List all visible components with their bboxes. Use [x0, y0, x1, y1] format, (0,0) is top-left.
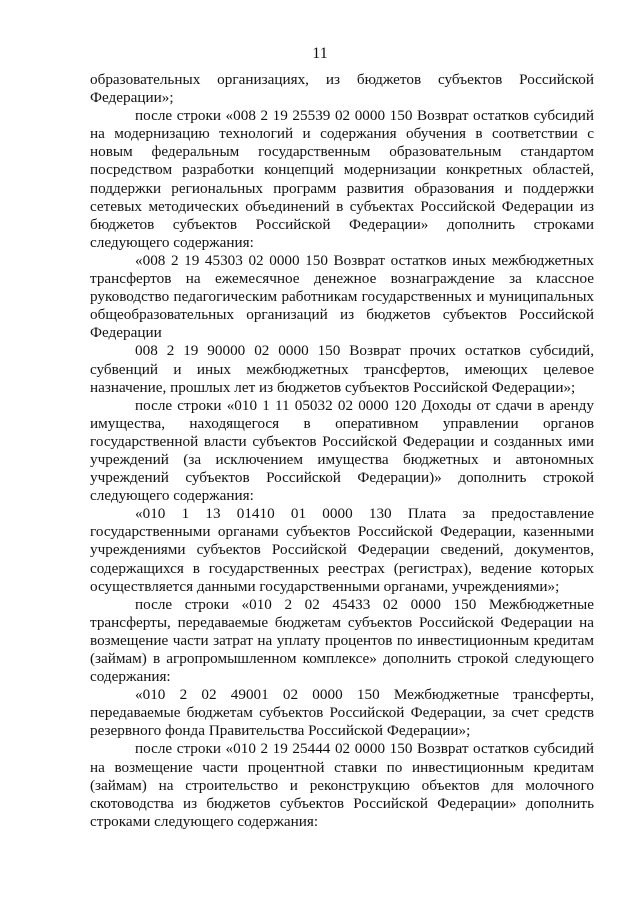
paragraph-continuation: образовательных организациях, из бюджетов субъектов Российской Федерации»; — [90, 71, 594, 107]
paragraph-line-90000: 008 2 19 90000 02 0000 150 Возврат прочих остатков субсидий, субвенций и иных межбюджетных трансфертов, имеющих целевое назначение, прошлых лет из бюджетов субъектов Российской Федерации»; — [90, 342, 594, 396]
document-body — [90, 71, 594, 831]
paragraph-line-45303: «008 2 19 45303 02 0000 150 Возврат остатков иных межбюджетных трансфертов на ежемесячное денежное вознаграждение за классное руководство педагогическим работникам государственных и муниципальных общеобразовательных организаций из бюджетов субъектов Российской Федерации — [90, 251, 594, 342]
paragraph-after-line-25444: после строки «010 2 19 25444 02 0000 150 Возврат остатков субсидий на возмещение части процентной ставки по инвестиционным кредитам (займам) на строительство и реконструкцию объектов для молочного скотоводства из бюджетов субъектов Российской Федерации» дополнить строками следующего содержания: — [90, 740, 594, 830]
paragraph-after-line-45433: после строки «010 2 02 45433 02 0000 150 Межбюджетные трансферты, передаваемые бюджетам субъектов Российской Федерации на возмещение части затрат на уплату процентов по инвестиционным кредитам (займам) в агропромышленном комплексе» дополнить строкой следующего содержания: — [90, 595, 594, 686]
page-number: 11 — [312, 45, 328, 62]
paragraph-line-49001: «010 2 02 49001 02 0000 150 Межбюджетные трансферты, передаваемые бюджетам субъектов Российской Федерации, за счет средств резервного фонда Правительства Российской Федерации»; — [90, 686, 594, 740]
paragraph-after-line-25539: после строки «008 2 19 25539 02 0000 150 Возврат остатков субсидий на модернизацию технологий и содержания обучения в соответствии с новым федеральным государственным образовательным стандартом посредством разработки концепций модернизации конкретных областей, поддержки региональных программ развития образования и поддержки сетевых методических объединений в субъектах Российской Федерации из бюджетов субъектов Российской Федерации» дополнить строками следующего содержания: — [90, 107, 594, 251]
paragraph-line-01410: «010 1 13 01410 01 0000 130 Плата за предоставление государственными органами субъектов Российской Федерации, казенными учреждениями субъектов Российской Федерации сведений, документов, содержащихся в государственных реестрах (регистрах), ведение которых осуществляется данными государственными органами, учреждениями»; — [90, 505, 594, 595]
paragraph-after-line-05032: после строки «010 1 11 05032 02 0000 120 Доходы от сдачи в аренду имущества, находящегося в оперативном управлении органов государственной власти субъектов Российской Федерации и созданных ими учреждений (за исключением имущества бюджетных и автономных учреждений субъектов Российской Федерации)» дополнить строкой следующего содержания: — [90, 396, 594, 505]
